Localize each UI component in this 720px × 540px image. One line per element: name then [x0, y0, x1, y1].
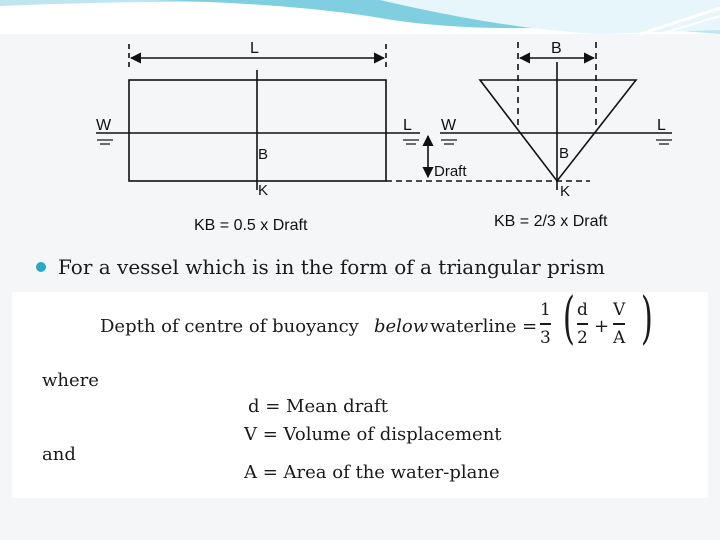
- frac1-denominator: 3: [540, 327, 551, 348]
- formula-lhs-1: Depth of centre of buoyancy: [100, 316, 359, 337]
- where-label: where: [42, 370, 99, 391]
- left-paren: (: [562, 286, 575, 351]
- formula-panel: [12, 286, 708, 498]
- frac2-numerator: d: [577, 300, 588, 320]
- triangular-section: [436, 42, 672, 190]
- rect-keel-label: K: [258, 182, 269, 199]
- bullet-point: [36, 252, 605, 282]
- frac3-numerator: V: [613, 300, 626, 320]
- tri-breadth-label: B: [551, 40, 562, 57]
- draft-label: Draft: [434, 163, 467, 180]
- plus-sign: +: [594, 316, 610, 337]
- rect-waterline-w-label: W: [96, 117, 112, 134]
- definition-d: d = Mean draft: [248, 396, 388, 417]
- formula-lhs-italic: below: [374, 316, 429, 337]
- formula-lhs-2: waterline =: [430, 316, 538, 337]
- frac3-denominator: A: [613, 327, 626, 348]
- tri-buoyancy-label: B: [559, 145, 570, 162]
- and-label: and: [42, 444, 76, 465]
- frac1-numerator: 1: [540, 300, 551, 320]
- rect-buoyancy-label: B: [258, 146, 269, 163]
- right-paren: ): [640, 286, 653, 351]
- definition-v: V = Volume of displacement: [244, 424, 502, 445]
- fraction-d-over-2: [577, 300, 588, 348]
- rect-length-label: L: [250, 40, 259, 57]
- bullet-text: For a vessel which is in the form of a triangular prism: [58, 255, 605, 279]
- bullet-dot-icon: [36, 262, 46, 272]
- hull-diagram: [0, 0, 720, 245]
- tri-waterline-w-label: W: [441, 117, 457, 134]
- tri-keel-label: K: [560, 183, 571, 200]
- tri-waterline-l-label: L: [657, 117, 666, 134]
- fraction-one-third: [540, 300, 551, 348]
- rect-waterline-l-label: L: [403, 117, 412, 134]
- fraction-v-over-a: [613, 300, 625, 348]
- tri-kb-formula: KB = 2/3 x Draft: [494, 213, 608, 230]
- rect-kb-formula: KB = 0.5 x Draft: [194, 217, 308, 234]
- triangular-hull: [480, 80, 636, 181]
- rectangular-section: [96, 44, 436, 190]
- frac2-denominator: 2: [577, 327, 588, 348]
- definition-a: A = Area of the water-plane: [244, 462, 500, 483]
